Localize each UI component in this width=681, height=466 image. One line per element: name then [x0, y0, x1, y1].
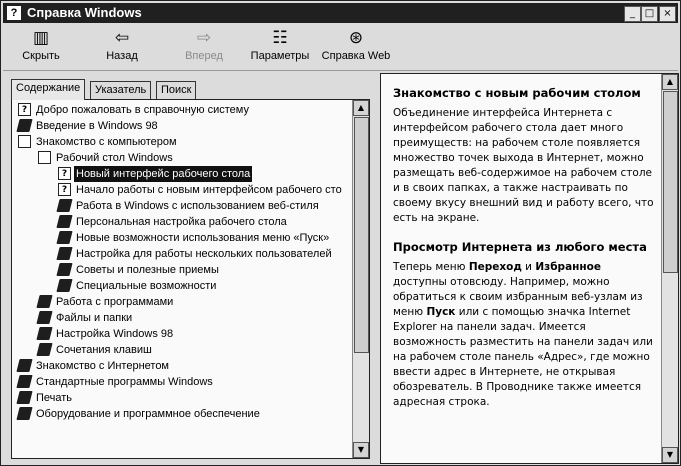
tree-item-label: Начало работы с новым интерфейсом рабочего сто	[76, 184, 342, 196]
tree-item-label: Знакомство с компьютером	[36, 136, 177, 148]
back-arrow-icon: ⇦	[114, 28, 130, 48]
web-help-label: Справка Web	[321, 50, 391, 62]
scroll-thumb[interactable]	[354, 117, 369, 353]
tree-item-label: Работа в Windows с использованием веб-стиля	[76, 200, 319, 212]
hide-pane-icon: ▥	[32, 28, 50, 48]
tree-item-label: Специальные возможности	[76, 280, 217, 292]
tree-item[interactable]	[12, 310, 353, 326]
maximize-button[interactable]: □	[641, 6, 658, 22]
tree-item[interactable]	[12, 166, 353, 182]
tree-item[interactable]	[12, 118, 353, 134]
tree-item-label: Новые возможности использования меню «Пуск»	[76, 232, 330, 244]
text-run: или с помощью значка Internet Explorer на панели задач. Имеется возможность разместить на панели задач или на рабочем столе панель «Адрес», где можно ввести адрес в Интернете, не открывая обозреватель. В Проводнике также имеется адресная строка.	[393, 306, 653, 408]
back-label: Назад	[106, 50, 138, 62]
tab-contents[interactable]: Содержание	[11, 79, 85, 100]
topic-scroll-thumb[interactable]	[663, 91, 678, 273]
book-icon	[56, 247, 72, 260]
tree-item[interactable]	[12, 230, 353, 246]
tree-item[interactable]	[12, 134, 353, 150]
minimize-button[interactable]: _	[624, 6, 641, 22]
book-icon	[36, 343, 52, 356]
book-icon	[56, 215, 72, 228]
tree-item[interactable]	[12, 390, 353, 406]
tree-item-label: Персональная настройка рабочего стола	[76, 216, 287, 228]
book-icon	[16, 407, 32, 420]
tree-item-label: Стандартные программы Windows	[36, 376, 213, 388]
contents-tree-box	[11, 99, 370, 459]
question-icon: ?	[18, 103, 31, 116]
book-icon	[36, 311, 52, 324]
bold-term: Избранное	[535, 261, 601, 273]
tree-item[interactable]	[12, 214, 353, 230]
book-icon	[56, 199, 72, 212]
tree-item-label: Советы и полезные приемы	[76, 264, 219, 276]
tab-index[interactable]: Указатель	[90, 81, 151, 99]
open-book-icon	[18, 135, 31, 148]
question-icon: ?	[58, 167, 71, 180]
title-bar[interactable]	[3, 3, 678, 23]
web-help-icon: ⊛	[348, 28, 364, 48]
tab-search[interactable]: Поиск	[156, 81, 196, 99]
tree-item-label: Добро пожаловать в справочную систему	[36, 104, 249, 116]
book-icon	[36, 327, 52, 340]
book-icon	[36, 295, 52, 308]
tree-item[interactable]	[12, 342, 353, 358]
book-icon	[16, 375, 32, 388]
tree-item[interactable]	[12, 406, 353, 422]
topic-paragraph-1: Объединение интерфейса Интернета с интерфейсом рабочего стола дает много преимуществ: на рабочем столе появляется множество точек выхода в Интернет, можно размещать веб-содержимое на рабочем столе и в своих папках, а также настраивать по своему вкусу внешний вид и работу всего, что есть на экране.	[393, 107, 654, 224]
book-icon	[56, 279, 72, 292]
topic-heading-new-desktop: Знакомство с новым рабочим столом	[393, 86, 641, 100]
hide-label: Скрыть	[22, 50, 60, 62]
tree-item[interactable]	[12, 102, 353, 118]
help-app-icon: ?	[7, 6, 21, 20]
options-icon: ☷	[272, 28, 288, 48]
tree-item[interactable]	[12, 182, 353, 198]
tree-item[interactable]	[12, 198, 353, 214]
navigation-pane	[5, 73, 376, 462]
tree-item-label: Рабочий стол Windows	[56, 152, 173, 164]
topic-scroll-up-arrow-icon[interactable]: ▲	[662, 74, 678, 90]
tree-item[interactable]	[12, 358, 353, 374]
close-button[interactable]: ×	[659, 6, 676, 22]
book-icon	[16, 119, 32, 132]
topic-paragraph-2	[393, 260, 655, 410]
text-run: доступны отовсюду. Например, можно обратиться к своим избранным веб-узлам из меню	[393, 276, 643, 318]
tree-item-label: Настройка для работы нескольких пользователей	[76, 248, 332, 260]
text-run: Теперь меню	[393, 261, 469, 273]
book-icon	[56, 231, 72, 244]
scroll-up-arrow-icon[interactable]: ▲	[353, 100, 369, 116]
bold-term: Пуск	[426, 306, 456, 318]
tree-item-label: Настройка Windows 98	[56, 328, 174, 340]
book-icon	[16, 391, 32, 404]
tree-item[interactable]	[12, 294, 353, 310]
topic-heading-browse-anywhere: Просмотр Интернета из любого места	[393, 240, 647, 254]
back-button[interactable]	[97, 28, 147, 66]
tree-item[interactable]	[12, 262, 353, 278]
tree-item[interactable]	[12, 326, 353, 342]
topic-pane	[380, 73, 679, 464]
forward-label: Вперед	[185, 50, 223, 62]
tree-item-label: Знакомство с Интернетом	[36, 360, 169, 372]
options-label: Параметры	[250, 50, 310, 62]
tree-item-label: Работа с программами	[56, 296, 174, 308]
tree-item[interactable]	[12, 150, 353, 166]
forward-button[interactable]	[177, 28, 231, 66]
open-book-icon	[38, 151, 51, 164]
tree-item[interactable]	[12, 278, 353, 294]
forward-arrow-icon: ⇨	[196, 28, 212, 48]
tree-item-label: Сочетания клавиш	[56, 344, 152, 356]
tree-scrollbar[interactable]	[352, 100, 369, 458]
scroll-down-arrow-icon[interactable]: ▼	[353, 442, 369, 458]
toolbar	[3, 24, 678, 71]
topic-scrollbar[interactable]	[661, 74, 678, 463]
tree-item-label: Введение в Windows 98	[36, 120, 158, 132]
question-icon: ?	[58, 183, 71, 196]
contents-tree	[12, 102, 353, 422]
window-title: Справка Windows	[27, 5, 142, 20]
book-icon	[56, 263, 72, 276]
hide-button[interactable]	[17, 28, 65, 66]
tree-item-label: Печать	[36, 392, 73, 404]
options-button[interactable]	[245, 28, 315, 66]
topic-article	[393, 86, 655, 424]
book-icon	[16, 359, 32, 372]
tree-item-label: Оборудование и программное обеспечение	[36, 408, 260, 420]
tree-item-label: Новый интерфейс рабочего стола	[76, 168, 251, 180]
topic-scroll-down-arrow-icon[interactable]: ▼	[662, 447, 678, 463]
text-run: и	[521, 261, 536, 273]
bold-term: Переход	[468, 261, 522, 273]
web-help-button[interactable]	[317, 28, 395, 66]
tree-item[interactable]	[12, 374, 353, 390]
tree-item[interactable]	[12, 246, 353, 262]
tree-item-label: Файлы и папки	[56, 312, 133, 324]
